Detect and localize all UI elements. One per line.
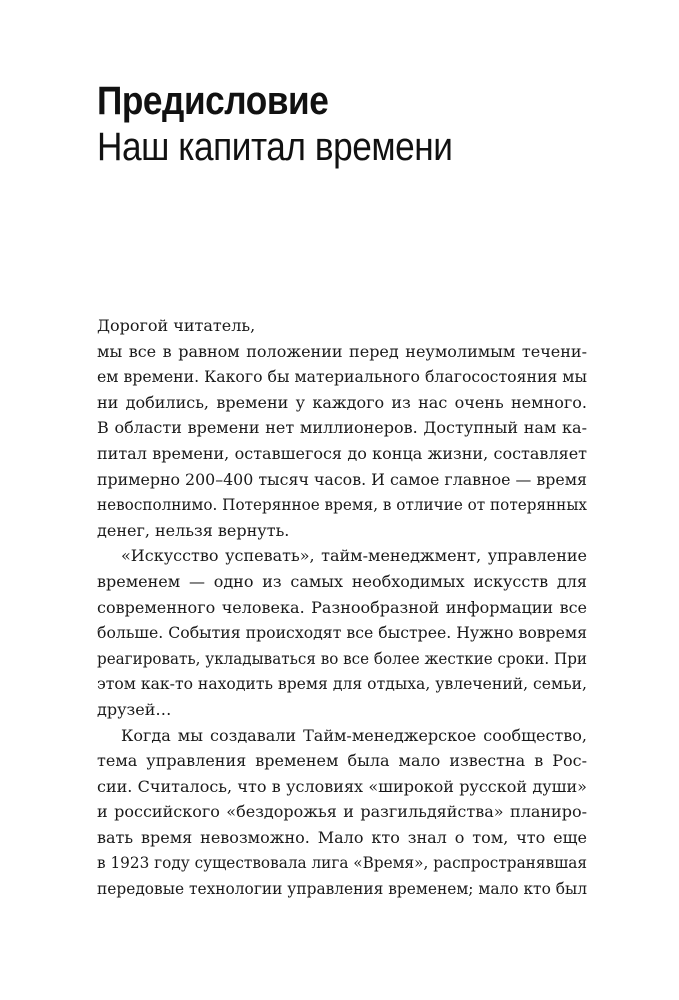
text-line-content: этом как-то находить время для отдыха, увлечений, семьи, [97, 674, 588, 694]
text-line [97, 543, 587, 569]
text-line-content: реагировать, укладываться во все более жесткие сроки. При [97, 648, 587, 668]
text-line [97, 364, 587, 390]
text-line-content: примерно 200–400 тысяч часов. И самое главное — время [97, 469, 587, 489]
text-line-content: «Искусство успевать», тайм-менеджмент, управление [121, 546, 587, 566]
text-line-content: временем — одно из самых необходимых искусств для [97, 571, 588, 591]
text-line [97, 620, 587, 646]
text-line-content: ем времени. Какого бы материального благосостояния мы [97, 367, 587, 387]
text-line-content: В области времени нет миллионеров. Доступный нам ка- [97, 418, 587, 438]
text-line [97, 876, 587, 902]
text-line-content: невосполнимо. Потерянное время, в отличие от потерянных [97, 495, 587, 515]
text-line [97, 723, 587, 749]
text-line-content: друзей… [97, 699, 172, 719]
text-line [97, 415, 587, 441]
text-line-content: мы все в равном положении перед неумолимым течени- [97, 341, 587, 361]
text-line-content: Дорогой читатель, [97, 316, 256, 335]
text-line [97, 518, 587, 544]
text-line-content: в 1923 году существовала лига «Время», распространявшая [97, 853, 587, 873]
text-line-content: ни добились, времени у каждого из нас очень немного. [97, 392, 587, 412]
text-line [97, 390, 587, 416]
text-line [97, 697, 587, 723]
text-line [97, 595, 587, 621]
text-line [97, 799, 587, 825]
text-line-content: сии. Считалось, что в условиях «широкой русской души» [97, 776, 587, 796]
text-line [97, 569, 587, 595]
chapter-label: Предисловие [97, 79, 329, 123]
text-line [97, 339, 587, 365]
text-line [97, 646, 587, 672]
body-text [97, 313, 587, 902]
text-line-content: и российского «бездорожья и разгильдяйства» планиро- [97, 802, 588, 822]
text-line [97, 825, 587, 851]
text-line [97, 850, 587, 876]
text-line [97, 774, 587, 800]
chapter-title: Наш капитал времени [97, 125, 453, 169]
text-line-content: больше. События происходят все быстрее. Нужно вовремя [97, 623, 588, 643]
text-line [97, 748, 587, 774]
text-line [97, 492, 587, 518]
text-line-content: передовые технологии управления временем; мало кто был [97, 879, 588, 899]
text-line-content: вать время невозможно. Мало кто знал о том, что еще [97, 827, 587, 847]
text-line [97, 467, 587, 493]
text-line [97, 441, 587, 467]
text-line-content: питал времени, оставшегося до конца жизни, составляет [97, 443, 588, 463]
text-line [97, 313, 587, 339]
text-line-content: Когда мы создавали Тайм-менеджерское сообщество, [121, 725, 587, 745]
text-line-content: современного человека. Разнообразной информации все [97, 597, 588, 617]
chapter-heading [97, 78, 637, 170]
text-line [97, 671, 587, 697]
text-line-content: тема управления временем была мало известна в Рос- [97, 751, 587, 771]
text-line-content: денег, нельзя вернуть. [97, 520, 290, 540]
